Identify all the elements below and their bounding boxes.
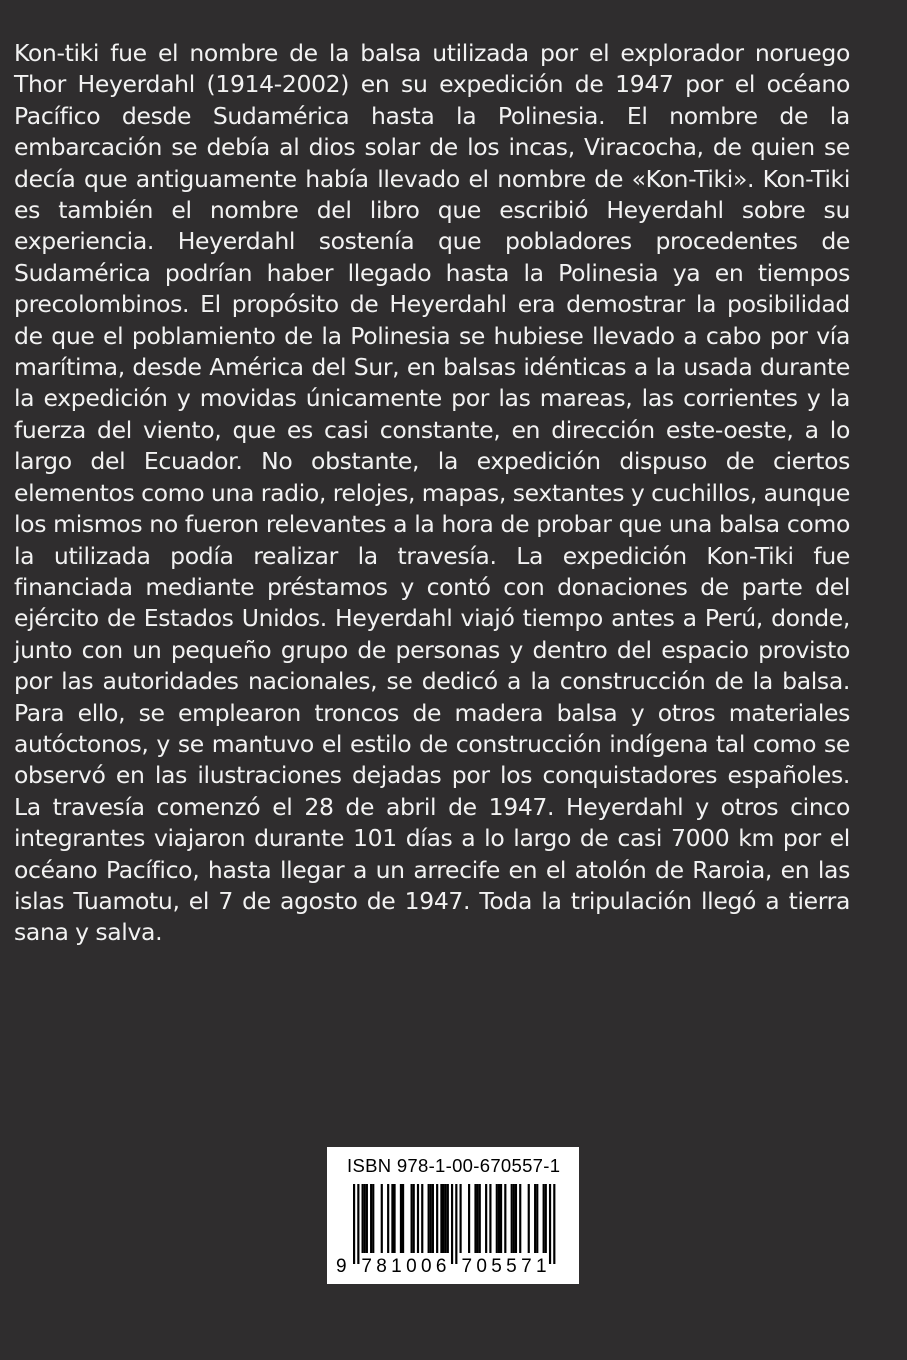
barcode-bar <box>460 1184 462 1253</box>
barcode-digit: 0 <box>406 1256 417 1277</box>
barcode-bar <box>366 1184 368 1253</box>
barcode-bar <box>485 1184 487 1253</box>
barcode-bar <box>500 1184 502 1253</box>
barcode-bar <box>468 1184 470 1253</box>
barcode-digits <box>327 1255 579 1281</box>
barcode-digit: 1 <box>391 1256 402 1277</box>
barcode-bar <box>549 1184 551 1264</box>
barcode-bar <box>445 1184 447 1253</box>
isbn-label: ISBN 978-1-00-670557-1 <box>347 1155 561 1176</box>
barcode-bar <box>447 1184 449 1253</box>
barcode-bar <box>421 1184 423 1253</box>
barcode-digit: 0 <box>420 1256 432 1277</box>
barcode-bar <box>543 1184 545 1253</box>
barcode-bar <box>370 1184 372 1253</box>
barcode-digit: 1 <box>536 1256 547 1277</box>
barcode-bar <box>528 1184 530 1253</box>
barcode-bar <box>387 1184 389 1253</box>
barcode-bar <box>400 1184 402 1253</box>
barcode-digit: 0 <box>476 1256 487 1277</box>
barcode-bar <box>474 1184 476 1253</box>
barcode-bar <box>372 1184 374 1253</box>
barcode-digit: 5 <box>491 1256 502 1277</box>
barcode-bar <box>496 1184 498 1253</box>
barcode-bar <box>393 1184 395 1253</box>
barcode-bar <box>455 1184 457 1264</box>
barcode-bar <box>545 1184 547 1253</box>
barcode-bar <box>430 1184 432 1253</box>
barcode-bar <box>353 1184 355 1264</box>
barcode-bar <box>442 1184 444 1253</box>
barcode-bar <box>513 1184 515 1253</box>
barcode-bar <box>477 1184 479 1253</box>
barcode-bar <box>553 1184 555 1264</box>
barcode-bar <box>417 1184 419 1253</box>
barcode-bar <box>534 1184 536 1253</box>
barcode-bar <box>519 1184 521 1253</box>
barcode-digit: 8 <box>376 1256 387 1277</box>
barcode-digit: 6 <box>435 1256 447 1277</box>
barcode-digit: 7 <box>521 1256 532 1277</box>
barcode-digit: 7 <box>361 1256 372 1277</box>
barcode-digit: 7 <box>461 1256 473 1277</box>
barcode-bar <box>515 1184 517 1253</box>
barcode-bar <box>440 1184 442 1253</box>
barcode-bar <box>504 1184 506 1253</box>
barcode-bar <box>364 1184 366 1253</box>
barcode-bar <box>357 1184 359 1264</box>
barcode-bar <box>428 1184 430 1253</box>
barcode-box <box>327 1147 579 1284</box>
back-cover-blurb: Kon-tiki fue el nombre de la balsa utilizada por el explorador noruego Thor Heyerdahl (1914-2002) en su expedición de 1947 por el océano Pacífico desde Sudamérica hasta la Polinesia. El nombre de la embarcación se debía al dios solar de los incas, Viracocha, de quien se decía que antiguamente había llevado el nombre de «Kon-Tiki». Kon-Tiki es también el nombre del libro que escribió Heyerdahl sobre su experiencia. Heyerdahl sostenía que pobladores procedentes de Sudamérica podrían haber llegado hasta la Polinesia ya en tiempos precolombinos. El propósito de Heyerdahl era demostrar la posibilidad de que el poblamiento de la Polinesia se hubiese llevado a cabo por vía marítima, desde América del Sur, en balsas idénticas a la usada durante la expedición y movidas únicamente por las mareas, las corrientes y la fuerza del viento, que es casi constante, en dirección este-oeste, a lo largo del Ecuador. No obstante, la expedición dispuso de ciertos elementos como una radio, relojes, mapas, sextantes y cuchillos, aunque los mismos no fueron relevantes a la hora de probar que una balsa como la utilizada podía realizar la travesía. La expedición Kon-Tiki fue financiada mediante préstamos y contó con donaciones de parte del ejército de Estados Unidos. Heyerdahl viajó tiempo antes a Perú, donde, junto con un pequeño grupo de personas y dentro del espacio provisto por las autoridades nacionales, se dedicó a la construcción de la balsa. Para ello, se emplearon troncos de madera balsa y otros materiales autóctonos, y se mantuvo el estilo de construcción indígena tal como se observó en las ilustraciones dejadas por los conquistadores españoles. La travesía comenzó el 28 de abril de 1947. Heyerdahl y otros cinco integrantes viajaron durante 101 días a lo largo de casi 7000 km por el océano Pacífico, hasta llegar a un arrecife en el atolón de Raroia, en las islas Tuamotu, el 7 de agosto de 1947. Toda la tripulación llegó a tierra sana y salva. <box>14 39 850 947</box>
barcode-bar <box>413 1184 415 1253</box>
barcode-bar <box>436 1184 438 1253</box>
barcode-bar <box>391 1184 393 1253</box>
barcode-bar <box>411 1184 413 1253</box>
barcode-bar <box>511 1184 513 1253</box>
barcode-bar <box>498 1184 500 1253</box>
barcode-bar <box>362 1184 364 1253</box>
barcode-bar <box>479 1184 481 1253</box>
barcode-bar <box>432 1184 434 1253</box>
barcode-bar <box>381 1184 383 1253</box>
barcode-digit: 5 <box>506 1256 517 1277</box>
barcode-bar <box>451 1184 453 1264</box>
barcode-bar <box>489 1184 491 1253</box>
barcode-digit: 9 <box>336 1256 347 1277</box>
barcode-bar <box>536 1184 538 1253</box>
barcode-bar <box>402 1184 404 1253</box>
